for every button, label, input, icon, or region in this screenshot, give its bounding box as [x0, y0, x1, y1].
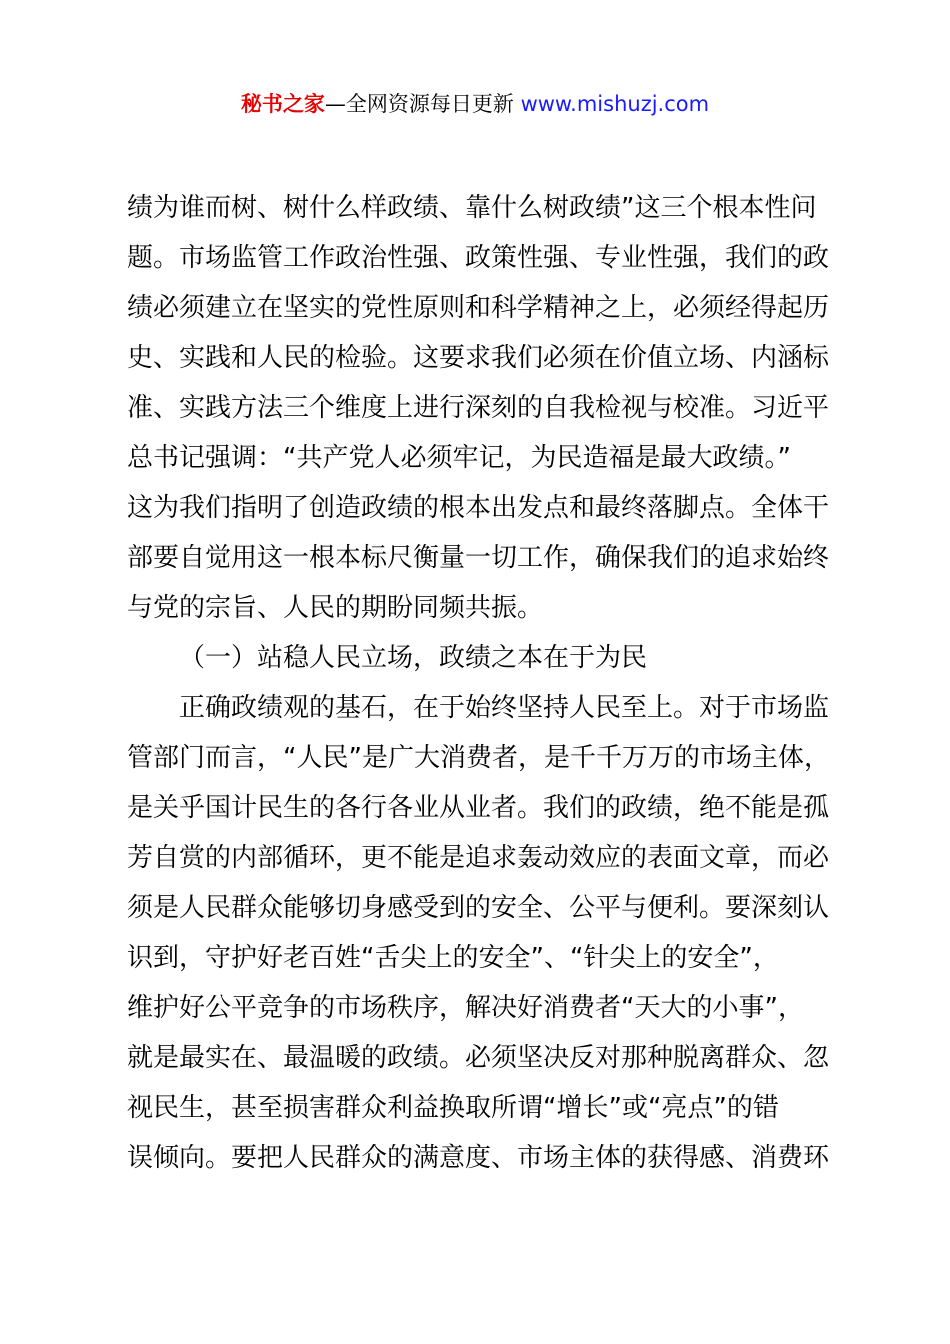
text-line: 就是最实在、最温暖的政绩。必须坚决反对那种脱离群众、忽	[127, 1043, 830, 1073]
text-line: 须是人民群众能够切身感受到的安全、公平与便利。要深刻认	[127, 893, 830, 923]
text-line: 部要自觉用这一根本标尺衡量一切工作，确保我们的追求始终	[127, 543, 830, 573]
document-body	[127, 183, 847, 1183]
text-line: 题。市场监管工作政治性强、政策性强、专业性强，我们的政	[127, 243, 830, 273]
text-line: 正确政绩观的基石，在于始终坚持人民至上。对于市场监	[179, 693, 830, 723]
text-line: 总书记强调：“共产党人必须牢记，为民造福是最大政绩。”	[127, 443, 791, 473]
header-tagline: —全网资源每日更新	[324, 92, 521, 116]
text-line: 误倾向。要把人民群众的满意度、市场主体的获得感、消费环	[127, 1143, 830, 1173]
text-line: 芳自赏的内部循环，更不能是追求轰动效应的表面文章，而必	[127, 843, 830, 873]
text-line: 准、实践方法三个维度上进行深刻的自我检视与校准。习近平	[127, 393, 830, 423]
text-line: 识到，守护好老百姓“舌尖上的安全”、“针尖上的安全”，	[127, 943, 779, 973]
text-line: 管部门而言，“人民”是广大消费者，是千千万万的市场主体，	[127, 743, 830, 773]
header-url[interactable]: www.mishuzj.com	[520, 92, 710, 116]
text-line: 这为我们指明了创造政绩的根本出发点和最终落脚点。全体干	[127, 493, 830, 523]
page-header	[0, 88, 950, 120]
text-line: 绩为谁而树、树什么样政绩、靠什么树政绩”这三个根本性问	[127, 193, 817, 223]
text-line: 是关乎国计民生的各行各业从业者。我们的政绩，绝不能是孤	[127, 793, 830, 823]
text-line: 绩必须建立在坚实的党性原则和科学精神之上，必须经得起历	[127, 293, 830, 323]
text-line: 视民生，甚至损害群众利益换取所谓“增长”或“亮点”的错	[127, 1093, 779, 1123]
text-line: 维护好公平竞争的市场秩序，解决好消费者“天大的小事”，	[127, 993, 804, 1023]
text-line: 与党的宗旨、人民的期盼同频共振。	[127, 593, 544, 623]
text-line: （一）站稳人民立场，政绩之本在于为民	[179, 643, 648, 673]
brand-name: 秘书之家	[240, 92, 325, 116]
text-line: 史、实践和人民的检验。这要求我们必须在价值立场、内涵标	[127, 343, 830, 373]
